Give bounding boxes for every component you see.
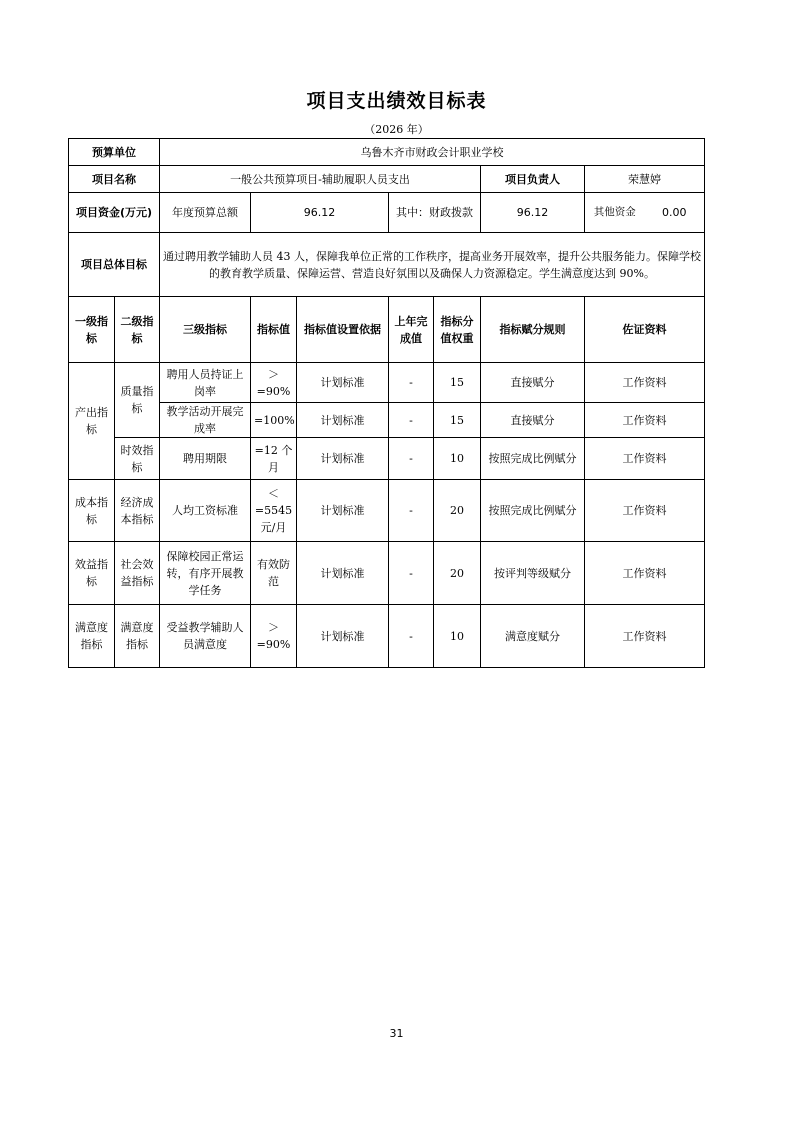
header-basis: 指标值设置依据 — [297, 297, 389, 363]
table-row — [69, 605, 705, 668]
subgroup-timeliness: 时效指标 — [115, 438, 160, 480]
subgroup-quality: 质量指标 — [115, 363, 160, 438]
unit-row — [69, 139, 705, 166]
header-rule: 指标赋分规则 — [481, 297, 585, 363]
rule-cell: 按评判等级赋分 — [481, 542, 585, 605]
rule-cell: 按照完成比例赋分 — [481, 480, 585, 542]
value-cell: ＞=90% — [251, 363, 297, 403]
project-name-value: 一般公共预算项目-辅助履职人员支出 — [160, 166, 481, 193]
value-cell: ＞=90% — [251, 605, 297, 668]
header-last-year: 上年完成值 — [389, 297, 434, 363]
last-year-cell: - — [389, 605, 434, 668]
table-row — [69, 480, 705, 542]
other-fund-group — [585, 193, 705, 233]
annual-budget-value: 96.12 — [251, 193, 389, 233]
group-satisfaction: 满意度指标 — [69, 605, 115, 668]
group-benefit: 效益指标 — [69, 542, 115, 605]
basis-cell: 计划标准 — [297, 605, 389, 668]
indicator-cell: 保障校园正常运转，有序开展教学任务 — [160, 542, 251, 605]
evidence-cell: 工作资料 — [585, 438, 705, 480]
table-row — [69, 363, 705, 403]
annual-budget-label: 年度预算总额 — [160, 193, 251, 233]
last-year-cell: - — [389, 480, 434, 542]
value-cell: ＜=5545 元/月 — [251, 480, 297, 542]
evidence-cell: 工作资料 — [585, 403, 705, 438]
project-name-row — [69, 166, 705, 193]
weight-cell: 20 — [434, 480, 481, 542]
indicator-cell: 聘用人员持证上岗率 — [160, 363, 251, 403]
funding-row — [69, 193, 705, 233]
other-fund-value: 0.00 — [662, 206, 687, 219]
basis-cell: 计划标准 — [297, 542, 389, 605]
fiscal-value: 96.12 — [481, 193, 585, 233]
indicator-cell: 人均工资标准 — [160, 480, 251, 542]
subgroup-social-benefit: 社会效益指标 — [115, 542, 160, 605]
basis-cell: 计划标准 — [297, 438, 389, 480]
basis-cell: 计划标准 — [297, 363, 389, 403]
value-cell: =12 个月 — [251, 438, 297, 480]
rule-cell: 满意度赋分 — [481, 605, 585, 668]
subgroup-satisfaction: 满意度指标 — [115, 605, 160, 668]
rule-cell: 直接赋分 — [481, 363, 585, 403]
group-output: 产出指标 — [69, 363, 115, 480]
last-year-cell: - — [389, 542, 434, 605]
header-level1: 一级指标 — [69, 297, 115, 363]
goal-row — [69, 233, 705, 297]
last-year-cell: - — [389, 403, 434, 438]
last-year-cell: - — [389, 363, 434, 403]
evidence-cell: 工作资料 — [585, 480, 705, 542]
weight-cell: 10 — [434, 605, 481, 668]
indicator-cell: 受益教学辅助人员满意度 — [160, 605, 251, 668]
header-level2: 二级指标 — [115, 297, 160, 363]
weight-cell: 15 — [434, 363, 481, 403]
last-year-cell: - — [389, 438, 434, 480]
basis-cell: 计划标准 — [297, 480, 389, 542]
project-name-label: 项目名称 — [69, 166, 160, 193]
weight-cell: 10 — [434, 438, 481, 480]
rule-cell: 直接赋分 — [481, 403, 585, 438]
header-row — [69, 297, 705, 363]
value-cell: 有效防范 — [251, 542, 297, 605]
page-number: 31 — [389, 1027, 404, 1040]
unit-label: 预算单位 — [69, 139, 160, 166]
table-row — [69, 438, 705, 480]
basis-cell: 计划标准 — [297, 403, 389, 438]
other-fund-label: 其他资金 — [593, 206, 636, 218]
header-value: 指标值 — [251, 297, 297, 363]
header-level3: 三级指标 — [160, 297, 251, 363]
value-cell: =100% — [251, 403, 297, 438]
project-leader-label: 项目负责人 — [481, 166, 585, 193]
evidence-cell: 工作资料 — [585, 363, 705, 403]
project-leader-value: 荣慧婷 — [585, 166, 705, 193]
fund-label: 项目资金(万元) — [69, 193, 160, 233]
rule-cell: 按照完成比例赋分 — [481, 438, 585, 480]
unit-value: 乌鲁木齐市财政会计职业学校 — [160, 139, 705, 166]
weight-cell: 20 — [434, 542, 481, 605]
table-row — [69, 403, 705, 438]
indicator-cell: 聘用期限 — [160, 438, 251, 480]
page-title: 项目支出绩效目标表 — [306, 90, 487, 112]
group-cost: 成本指标 — [69, 480, 115, 542]
table-row — [69, 542, 705, 605]
evidence-cell: 工作资料 — [585, 542, 705, 605]
evidence-cell: 工作资料 — [585, 605, 705, 668]
performance-table — [68, 138, 705, 668]
indicator-cell: 教学活动开展完成率 — [160, 403, 251, 438]
goal-label: 项目总体目标 — [69, 233, 160, 297]
header-weight: 指标分值权重 — [434, 297, 481, 363]
header-evidence: 佐证资料 — [585, 297, 705, 363]
subgroup-econ-cost: 经济成本指标 — [115, 480, 160, 542]
year-label: （2026 年） — [364, 123, 429, 136]
goal-text: 通过聘用教学辅助人员 43 人，保障我单位正常的工作秩序，提高业务开展效率，提升公共服务能力。保障学校的教育教学质量、保障运营、营造良好氛围以及确保人力资源稳定。学生满意度达到 90%。 — [160, 233, 705, 297]
fiscal-label: 其中：财政拨款 — [389, 193, 481, 233]
weight-cell: 15 — [434, 403, 481, 438]
